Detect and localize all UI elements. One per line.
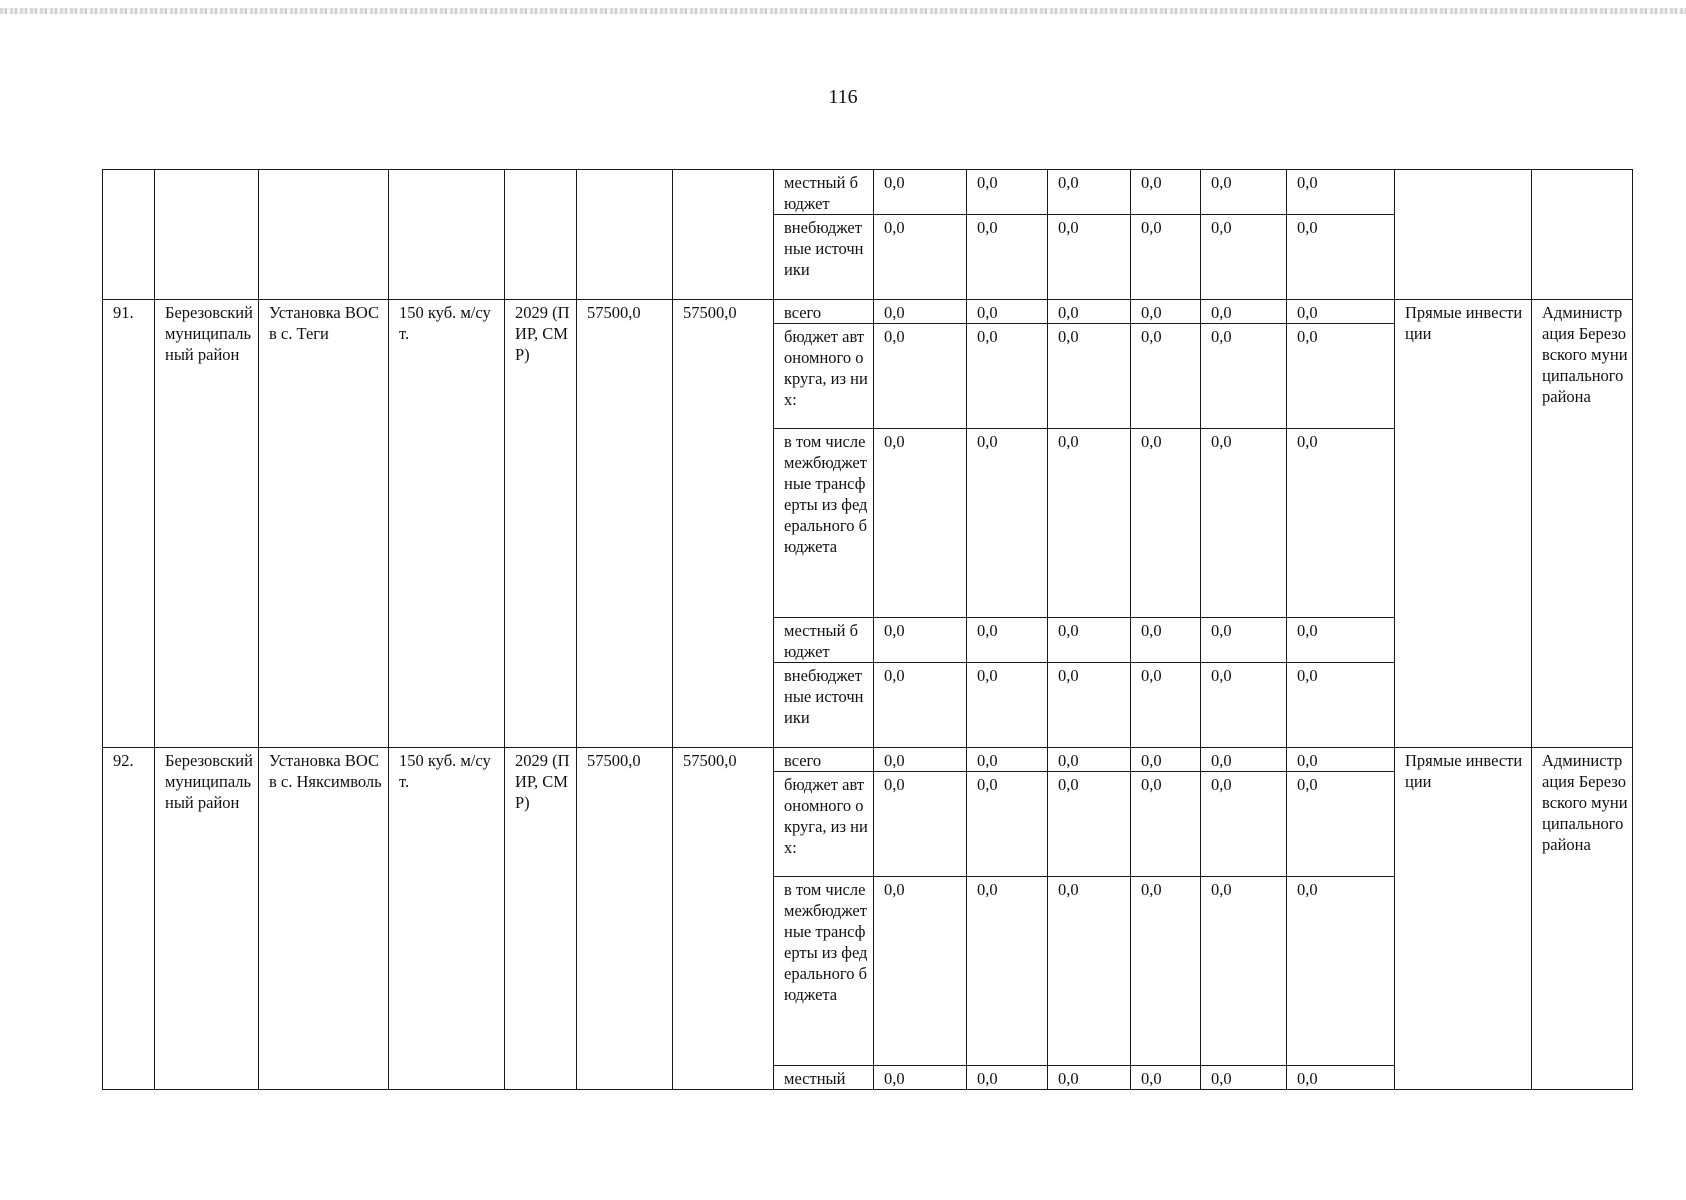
object-cell: Установка ВОС в с. Теги (259, 300, 389, 748)
capacity-cell: 150 куб. м/сут. (389, 300, 505, 748)
table-row (103, 300, 1633, 324)
value-cell: 0,0 (1131, 772, 1201, 877)
value-cell: 0,0 (967, 1066, 1048, 1090)
value-cell: 0,0 (1201, 215, 1287, 300)
value-cell: 0,0 (1201, 324, 1287, 429)
value-cell: 0,0 (1131, 748, 1201, 772)
value-cell: 0,0 (1131, 877, 1201, 1066)
value-cell: 0,0 (1048, 663, 1131, 748)
value-cell: 0,0 (1287, 1066, 1395, 1090)
num-cell (103, 170, 155, 300)
value-cell: 0,0 (1201, 300, 1287, 324)
value-cell: 0,0 (1048, 300, 1131, 324)
value-cell: 0,0 (1287, 772, 1395, 877)
value-cell: 0,0 (1287, 324, 1395, 429)
cost-cell (577, 170, 673, 300)
table-row (103, 170, 1633, 215)
value-cell: 0,0 (874, 772, 967, 877)
object-cell: Установка ВОС в с. Няксимволь (259, 748, 389, 1090)
value-cell: 0,0 (874, 324, 967, 429)
num-cell: 91. (103, 300, 155, 748)
value-cell: 0,0 (1048, 170, 1131, 215)
page-number: 116 (828, 86, 858, 108)
value-cell: 0,0 (1287, 618, 1395, 663)
period-cell: 2029 (ПИР, СМР) (505, 300, 577, 748)
category-cell: всего (774, 748, 874, 772)
district-cell (155, 170, 259, 300)
value-cell: 0,0 (874, 429, 967, 618)
category-cell: бюджет автономного округа, из них: (774, 324, 874, 429)
period-cell (505, 170, 577, 300)
category-cell: в том числе межбюджетные трансферты из федерального бюджета (774, 877, 874, 1066)
responsible-cell: Администрация Березовского муниципального района (1532, 300, 1633, 748)
value-cell: 0,0 (967, 877, 1048, 1066)
value-cell: 0,0 (1131, 170, 1201, 215)
value-cell: 0,0 (1048, 748, 1131, 772)
value-cell: 0,0 (1131, 663, 1201, 748)
value-cell: 0,0 (1131, 429, 1201, 618)
value-cell: 0,0 (1287, 429, 1395, 618)
value-cell: 0,0 (967, 618, 1048, 663)
investment-type-cell: Прямые инвестиции (1395, 300, 1532, 748)
investment-table (102, 169, 1633, 1090)
remaining-cell: 57500,0 (673, 300, 774, 748)
value-cell: 0,0 (874, 877, 967, 1066)
value-cell: 0,0 (874, 300, 967, 324)
value-cell: 0,0 (1287, 215, 1395, 300)
period-cell: 2029 (ПИР, СМР) (505, 748, 577, 1090)
value-cell: 0,0 (1048, 1066, 1131, 1090)
investment-type-cell: Прямые инвестиции (1395, 748, 1532, 1090)
value-cell: 0,0 (1287, 300, 1395, 324)
capacity-cell: 150 куб. м/сут. (389, 748, 505, 1090)
value-cell: 0,0 (1287, 877, 1395, 1066)
value-cell: 0,0 (967, 748, 1048, 772)
category-cell: всего (774, 300, 874, 324)
value-cell: 0,0 (1201, 618, 1287, 663)
value-cell: 0,0 (1201, 170, 1287, 215)
value-cell: 0,0 (1048, 324, 1131, 429)
value-cell: 0,0 (967, 215, 1048, 300)
value-cell: 0,0 (1201, 748, 1287, 772)
value-cell: 0,0 (1048, 429, 1131, 618)
value-cell: 0,0 (1201, 877, 1287, 1066)
responsible-cell: Администрация Березовского муниципального района (1532, 748, 1633, 1090)
object-cell (259, 170, 389, 300)
value-cell: 0,0 (1048, 215, 1131, 300)
value-cell: 0,0 (1131, 618, 1201, 663)
value-cell: 0,0 (1201, 429, 1287, 618)
value-cell: 0,0 (874, 618, 967, 663)
value-cell: 0,0 (967, 300, 1048, 324)
category-cell: внебюджетные источники (774, 215, 874, 300)
value-cell: 0,0 (967, 170, 1048, 215)
category-cell: в том числе межбюджетные трансферты из федерального бюджета (774, 429, 874, 618)
num-cell: 92. (103, 748, 155, 1090)
responsible-cell (1532, 170, 1633, 300)
value-cell: 0,0 (1131, 324, 1201, 429)
value-cell: 0,0 (1287, 748, 1395, 772)
value-cell: 0,0 (874, 215, 967, 300)
value-cell: 0,0 (967, 663, 1048, 748)
value-cell: 0,0 (874, 663, 967, 748)
scan-edge-artifact (0, 8, 1686, 14)
value-cell: 0,0 (1048, 772, 1131, 877)
capacity-cell (389, 170, 505, 300)
value-cell: 0,0 (1201, 772, 1287, 877)
cost-cell: 57500,0 (577, 748, 673, 1090)
value-cell: 0,0 (874, 748, 967, 772)
remaining-cell: 57500,0 (673, 748, 774, 1090)
category-cell: местный бюджет (774, 618, 874, 663)
value-cell: 0,0 (1131, 300, 1201, 324)
district-cell: Березовский муниципальный район (155, 748, 259, 1090)
value-cell: 0,0 (1048, 618, 1131, 663)
value-cell: 0,0 (1201, 663, 1287, 748)
value-cell: 0,0 (967, 324, 1048, 429)
category-cell: внебюджетные источники (774, 663, 874, 748)
value-cell: 0,0 (1287, 663, 1395, 748)
value-cell: 0,0 (1131, 215, 1201, 300)
value-cell: 0,0 (874, 1066, 967, 1090)
value-cell: 0,0 (967, 429, 1048, 618)
value-cell: 0,0 (1201, 1066, 1287, 1090)
cost-cell: 57500,0 (577, 300, 673, 748)
category-cell: местный (774, 1066, 874, 1090)
value-cell: 0,0 (874, 170, 967, 215)
category-cell: бюджет автономного округа, из них: (774, 772, 874, 877)
value-cell: 0,0 (967, 772, 1048, 877)
district-cell: Березовский муниципальный район (155, 300, 259, 748)
value-cell: 0,0 (1048, 877, 1131, 1066)
remaining-cell (673, 170, 774, 300)
value-cell: 0,0 (1287, 170, 1395, 215)
category-cell: местный бюджет (774, 170, 874, 215)
investment-type-cell (1395, 170, 1532, 300)
value-cell: 0,0 (1131, 1066, 1201, 1090)
table-row (103, 748, 1633, 772)
